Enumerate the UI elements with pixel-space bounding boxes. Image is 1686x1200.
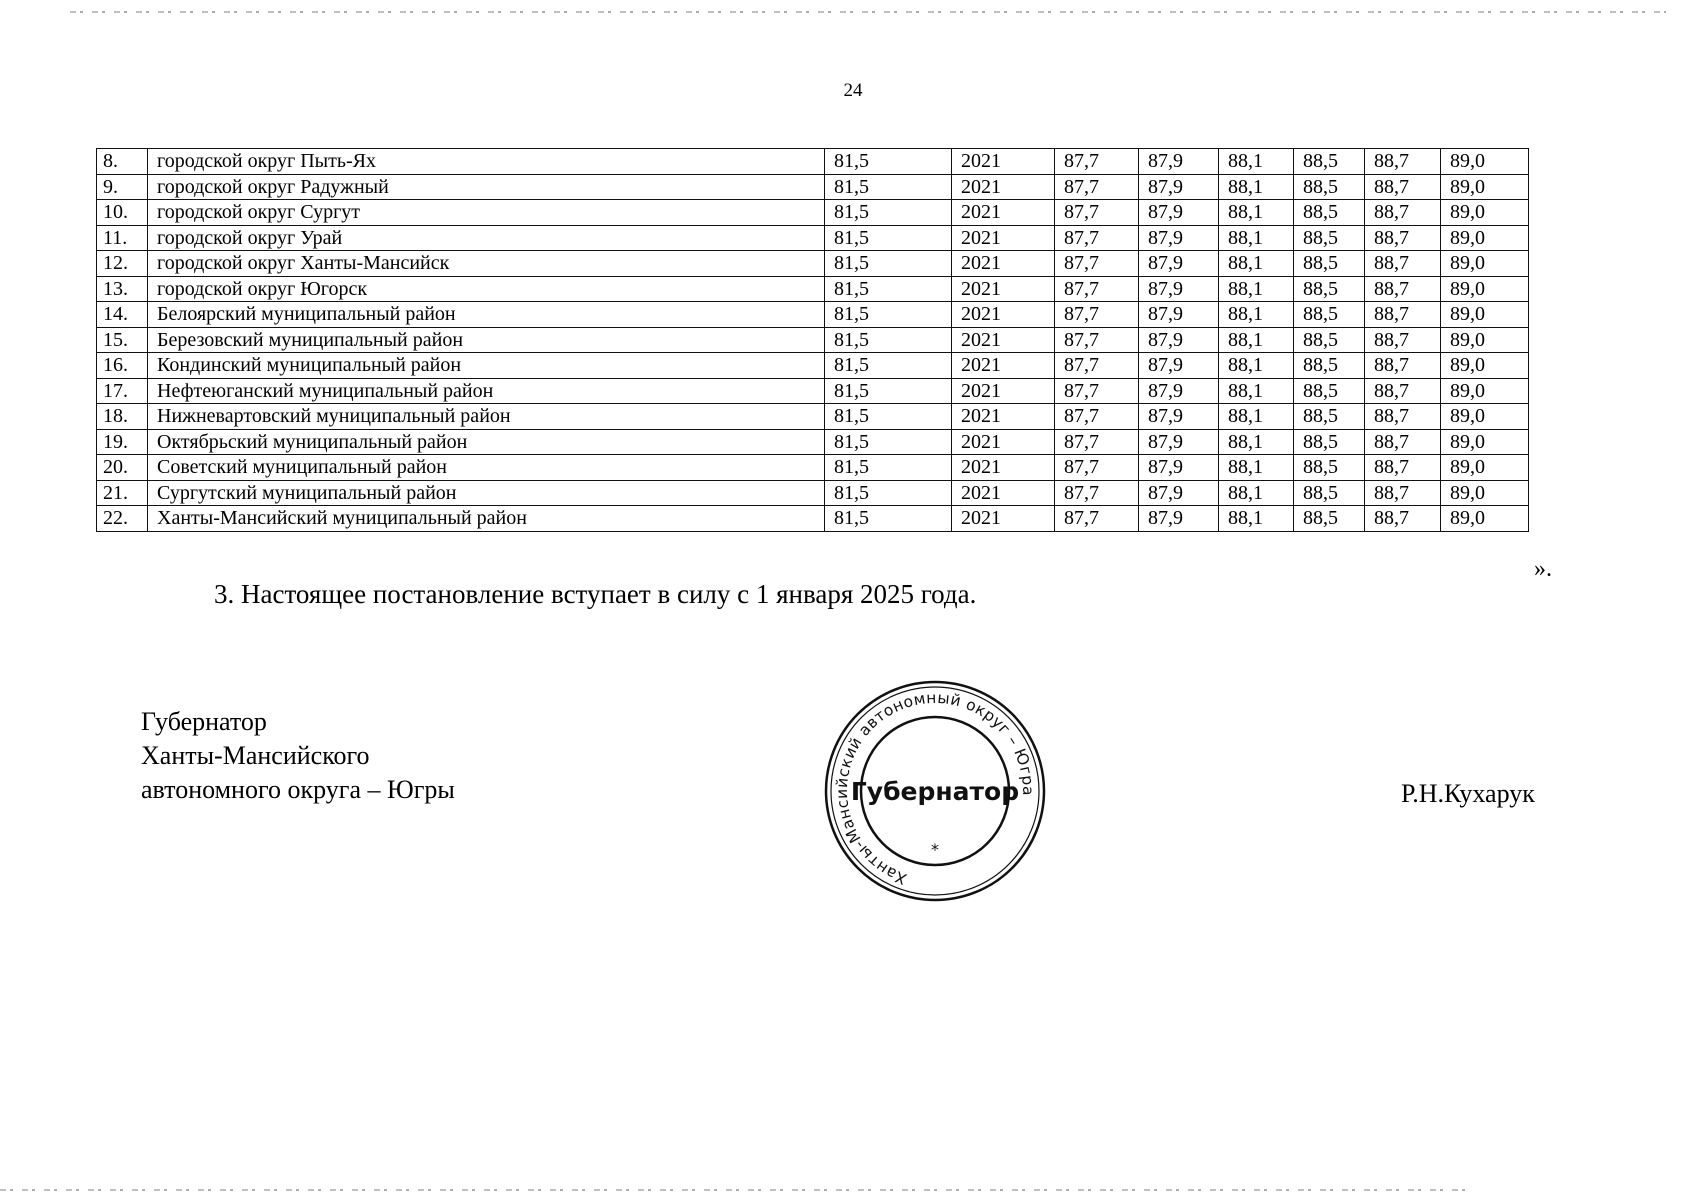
- value-cell: 88,5: [1294, 480, 1365, 506]
- value-cell: 2021: [952, 302, 1055, 328]
- value-cell: 87,7: [1055, 251, 1139, 277]
- value-cell: 88,7: [1365, 506, 1441, 532]
- row-number-cell: 9.: [97, 174, 148, 200]
- territory-name-cell: Белоярский муниципальный район: [148, 302, 825, 328]
- position-line: Ханты-Мансийского: [141, 741, 370, 770]
- closing-quote: ».: [1534, 556, 1552, 582]
- value-cell: 88,1: [1219, 251, 1294, 277]
- value-cell: 88,1: [1219, 480, 1294, 506]
- value-cell: 81,5: [825, 455, 952, 481]
- value-cell: 2021: [952, 327, 1055, 353]
- value-cell: 87,9: [1139, 455, 1219, 481]
- territory-name-cell: Сургутский муниципальный район: [148, 480, 825, 506]
- position-line: автономного округа – Югры: [141, 775, 455, 804]
- value-cell: 88,7: [1365, 353, 1441, 379]
- value-cell: 89,0: [1441, 251, 1529, 277]
- table-row: [97, 480, 1529, 506]
- value-cell: 88,1: [1219, 353, 1294, 379]
- value-cell: 81,5: [825, 225, 952, 251]
- table-row: [97, 429, 1529, 455]
- value-cell: 89,0: [1441, 200, 1529, 226]
- value-cell: 87,9: [1139, 429, 1219, 455]
- value-cell: 88,1: [1219, 378, 1294, 404]
- value-cell: 88,7: [1365, 404, 1441, 430]
- value-cell: 87,7: [1055, 480, 1139, 506]
- value-cell: 2021: [952, 480, 1055, 506]
- value-cell: 89,0: [1441, 378, 1529, 404]
- value-cell: 2021: [952, 200, 1055, 226]
- value-cell: 88,7: [1365, 429, 1441, 455]
- table-row: [97, 251, 1529, 277]
- seal-ring-text: Ханты-Мансийский автономный округ – Югра: [832, 688, 1038, 888]
- value-cell: 88,1: [1219, 302, 1294, 328]
- scan-edge-top: [70, 11, 1666, 13]
- data-table: [96, 148, 1529, 532]
- value-cell: 89,0: [1441, 174, 1529, 200]
- value-cell: 88,5: [1294, 353, 1365, 379]
- value-cell: 81,5: [825, 480, 952, 506]
- seal-star: *: [931, 840, 939, 859]
- value-cell: 87,7: [1055, 455, 1139, 481]
- value-cell: 81,5: [825, 378, 952, 404]
- value-cell: 81,5: [825, 174, 952, 200]
- value-cell: 88,5: [1294, 225, 1365, 251]
- value-cell: 87,9: [1139, 251, 1219, 277]
- value-cell: 87,7: [1055, 429, 1139, 455]
- table-row: [97, 149, 1529, 175]
- row-number-cell: 22.: [97, 506, 148, 532]
- table-row: [97, 276, 1529, 302]
- value-cell: 89,0: [1441, 149, 1529, 175]
- value-cell: 88,1: [1219, 276, 1294, 302]
- value-cell: 88,5: [1294, 276, 1365, 302]
- value-cell: 2021: [952, 174, 1055, 200]
- value-cell: 87,9: [1139, 506, 1219, 532]
- value-cell: 81,5: [825, 353, 952, 379]
- value-cell: 88,1: [1219, 429, 1294, 455]
- value-cell: 88,1: [1219, 404, 1294, 430]
- value-cell: 81,5: [825, 200, 952, 226]
- territory-name-cell: Кондинский муниципальный район: [148, 353, 825, 379]
- value-cell: 87,7: [1055, 200, 1139, 226]
- row-number-cell: 16.: [97, 353, 148, 379]
- table-row: [97, 506, 1529, 532]
- signatory-name: Р.Н.Кухарук: [1401, 779, 1535, 808]
- value-cell: 87,7: [1055, 404, 1139, 430]
- value-cell: 89,0: [1441, 353, 1529, 379]
- value-cell: 88,7: [1365, 225, 1441, 251]
- value-cell: 87,7: [1055, 378, 1139, 404]
- value-cell: 89,0: [1441, 327, 1529, 353]
- value-cell: 87,9: [1139, 327, 1219, 353]
- table-row: [97, 455, 1529, 481]
- row-number-cell: 15.: [97, 327, 148, 353]
- value-cell: 89,0: [1441, 506, 1529, 532]
- value-cell: 88,1: [1219, 327, 1294, 353]
- page-number: 24: [843, 80, 863, 101]
- value-cell: 87,9: [1139, 480, 1219, 506]
- value-cell: 88,7: [1365, 174, 1441, 200]
- territory-name-cell: городской округ Радужный: [148, 174, 825, 200]
- signatory-position: [141, 705, 455, 807]
- row-number-cell: 21.: [97, 480, 148, 506]
- value-cell: 88,5: [1294, 251, 1365, 277]
- value-cell: 81,5: [825, 506, 952, 532]
- value-cell: 89,0: [1441, 429, 1529, 455]
- value-cell: 81,5: [825, 251, 952, 277]
- table-row: [97, 353, 1529, 379]
- value-cell: 2021: [952, 251, 1055, 277]
- row-number-cell: 12.: [97, 251, 148, 277]
- value-cell: 89,0: [1441, 225, 1529, 251]
- value-cell: 87,9: [1139, 200, 1219, 226]
- value-cell: 2021: [952, 506, 1055, 532]
- value-cell: 87,9: [1139, 404, 1219, 430]
- value-cell: 88,5: [1294, 455, 1365, 481]
- seal-center-text: Губернатор: [850, 777, 1020, 806]
- value-cell: 81,5: [825, 429, 952, 455]
- value-cell: 88,5: [1294, 200, 1365, 226]
- row-number-cell: 8.: [97, 149, 148, 175]
- value-cell: 88,5: [1294, 378, 1365, 404]
- value-cell: 2021: [952, 404, 1055, 430]
- value-cell: 87,7: [1055, 276, 1139, 302]
- territory-name-cell: Березовский муниципальный район: [148, 327, 825, 353]
- value-cell: 87,7: [1055, 353, 1139, 379]
- value-cell: 88,7: [1365, 200, 1441, 226]
- row-number-cell: 18.: [97, 404, 148, 430]
- value-cell: 87,7: [1055, 506, 1139, 532]
- row-number-cell: 20.: [97, 455, 148, 481]
- value-cell: 88,1: [1219, 506, 1294, 532]
- value-cell: 88,1: [1219, 225, 1294, 251]
- territory-name-cell: Нефтеюганский муниципальный район: [148, 378, 825, 404]
- value-cell: 88,5: [1294, 404, 1365, 430]
- value-cell: 88,5: [1294, 174, 1365, 200]
- row-number-cell: 19.: [97, 429, 148, 455]
- territory-name-cell: городской округ Пыть-Ях: [148, 149, 825, 175]
- table-row: [97, 302, 1529, 328]
- value-cell: 87,7: [1055, 174, 1139, 200]
- value-cell: 88,1: [1219, 200, 1294, 226]
- scan-edge-bottom: [0, 1189, 1466, 1191]
- table-row: [97, 200, 1529, 226]
- value-cell: 87,9: [1139, 225, 1219, 251]
- value-cell: 81,5: [825, 149, 952, 175]
- value-cell: 81,5: [825, 404, 952, 430]
- value-cell: 88,5: [1294, 149, 1365, 175]
- value-cell: 88,7: [1365, 327, 1441, 353]
- value-cell: 87,7: [1055, 225, 1139, 251]
- value-cell: 88,5: [1294, 429, 1365, 455]
- value-cell: 87,9: [1139, 276, 1219, 302]
- row-number-cell: 17.: [97, 378, 148, 404]
- table-row: [97, 327, 1529, 353]
- value-cell: 2021: [952, 455, 1055, 481]
- value-cell: 2021: [952, 429, 1055, 455]
- value-cell: 89,0: [1441, 404, 1529, 430]
- value-cell: 89,0: [1441, 455, 1529, 481]
- value-cell: 88,7: [1365, 276, 1441, 302]
- value-cell: 87,7: [1055, 302, 1139, 328]
- value-cell: 88,1: [1219, 455, 1294, 481]
- territory-name-cell: Нижневартовский муниципальный район: [148, 404, 825, 430]
- territory-name-cell: городской округ Югорск: [148, 276, 825, 302]
- row-number-cell: 11.: [97, 225, 148, 251]
- value-cell: 81,5: [825, 302, 952, 328]
- value-cell: 87,7: [1055, 149, 1139, 175]
- value-cell: 87,9: [1139, 302, 1219, 328]
- value-cell: 87,9: [1139, 149, 1219, 175]
- value-cell: 88,5: [1294, 302, 1365, 328]
- table-row: [97, 378, 1529, 404]
- value-cell: 88,1: [1219, 174, 1294, 200]
- value-cell: 88,5: [1294, 506, 1365, 532]
- value-cell: 2021: [952, 149, 1055, 175]
- value-cell: 88,1: [1219, 149, 1294, 175]
- territory-name-cell: Октябрьский муниципальный район: [148, 429, 825, 455]
- row-number-cell: 13.: [97, 276, 148, 302]
- value-cell: 88,7: [1365, 378, 1441, 404]
- value-cell: 87,9: [1139, 353, 1219, 379]
- clause-text: 3. Настоящее постановление вступает в силу с 1 января 2025 года.: [214, 579, 977, 609]
- value-cell: 2021: [952, 225, 1055, 251]
- table-row: [97, 404, 1529, 430]
- value-cell: 87,9: [1139, 174, 1219, 200]
- value-cell: 88,7: [1365, 149, 1441, 175]
- row-number-cell: 14.: [97, 302, 148, 328]
- territory-name-cell: Советский муниципальный район: [148, 455, 825, 481]
- table-row: [97, 225, 1529, 251]
- value-cell: 2021: [952, 276, 1055, 302]
- value-cell: 88,7: [1365, 455, 1441, 481]
- value-cell: 89,0: [1441, 302, 1529, 328]
- value-cell: 87,7: [1055, 327, 1139, 353]
- territory-name-cell: городской округ Сургут: [148, 200, 825, 226]
- value-cell: 2021: [952, 353, 1055, 379]
- value-cell: 87,9: [1139, 378, 1219, 404]
- value-cell: 2021: [952, 378, 1055, 404]
- value-cell: 88,7: [1365, 251, 1441, 277]
- territory-name-cell: городской округ Урай: [148, 225, 825, 251]
- value-cell: 89,0: [1441, 480, 1529, 506]
- position-line: Губернатор: [141, 707, 267, 736]
- value-cell: 88,5: [1294, 327, 1365, 353]
- territory-name-cell: Ханты-Мансийский муниципальный район: [148, 506, 825, 532]
- territory-name-cell: городской округ Ханты-Мансийск: [148, 251, 825, 277]
- value-cell: 89,0: [1441, 276, 1529, 302]
- value-cell: 88,7: [1365, 302, 1441, 328]
- value-cell: 88,7: [1365, 480, 1441, 506]
- official-seal: [823, 679, 1047, 903]
- value-cell: 81,5: [825, 327, 952, 353]
- row-number-cell: 10.: [97, 200, 148, 226]
- table-body: [97, 149, 1529, 532]
- value-cell: 81,5: [825, 276, 952, 302]
- table-row: [97, 174, 1529, 200]
